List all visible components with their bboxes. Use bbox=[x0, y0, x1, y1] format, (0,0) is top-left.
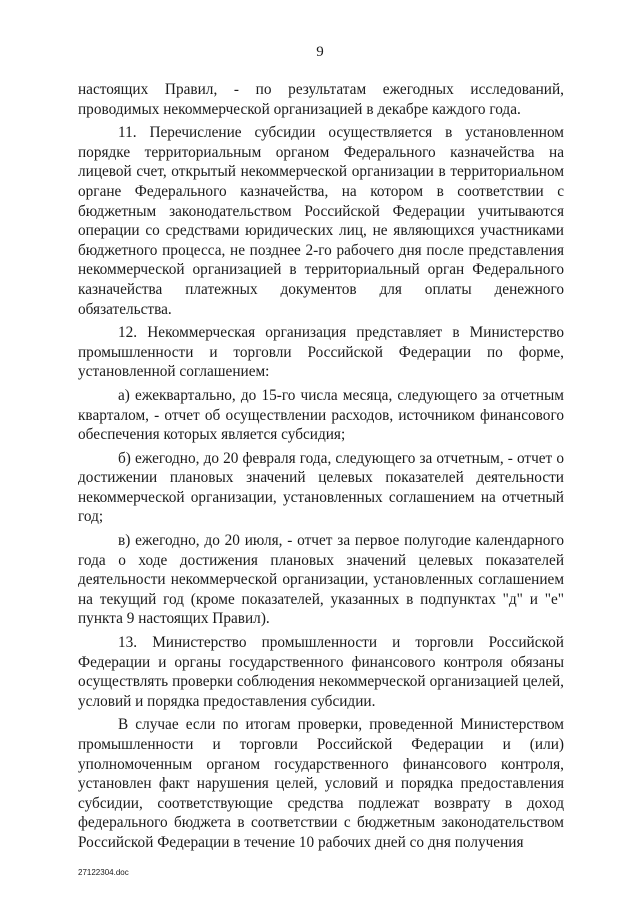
paragraph-12-a: а) ежеквартально, до 15-го числа месяца, следующего за отчетным кварталом, - отчет об осуществлении расходов, источником финансового обеспечения которых является субсидия; bbox=[78, 386, 564, 444]
paragraph-12-b: б) ежегодно, до 20 февраля года, следующего за отчетным, - отчет о достижении плановых значений целевых показателей деятельности некоммерческой организации, установленных соглашением на отчетный год; bbox=[78, 449, 564, 526]
paragraph-12-c: в) ежегодно, до 20 июля, - отчет за первое полугодие календарного года о ходе достижения плановых значений целевых показателей деятельности некоммерческой организации, установленных соглашением на текущий год (кроме показателей, указанных в подпунктах "д" и "е" пункта 9 настоящих Правил). bbox=[78, 532, 564, 628]
paragraph-12: 12. Некоммерческая организация представляет в Министерство промышленности и торговли Российской Федерации по форме, установленной соглашением: bbox=[78, 324, 564, 381]
paragraph-13-cont: В случае если по итогам проверки, проведенной Министерством промышленности и торговли Российской Федерации и (или) уполномоченным органом государственного финансового контроля, установлен факт нарушения целей, условий и порядка предоставления субсидии, соответствующие средства подлежат возврату в доход федерального бюджета в соответствии с бюджетным законодательством Российской Федерации в течение 10 рабочих дней со дня получения bbox=[78, 716, 564, 851]
paragraph-13: 13. Министерство промышленности и торговли Российской Федерации и органы государственного финансового контроля обязаны осуществлять проверки соблюдения некоммерческой организацией целей, условий и порядка предоставления субсидии. bbox=[78, 634, 564, 710]
document-body bbox=[78, 80, 564, 857]
footer-filename: 27122304.doc bbox=[78, 868, 129, 877]
paragraph-continuation: настоящих Правил, - по результатам ежегодных исследований, проводимых некоммерческой организацией в декабре каждого года. bbox=[78, 81, 564, 118]
paragraph-11: 11. Перечисление субсидии осуществляется в установленном порядке территориальным органом Федерального казначейства на лицевой счет, открытый некоммерческой организации в территориальном органе Федерального казначейства, на котором в соответствии с бюджетным законодательством Российской Федерации учитываются операции со средствами юридических лиц, не являющихся участниками бюджетного процесса, не позднее 2-го рабочего дня после представления некоммерческой организацией в территориальный орган Федерального казначейства платежных документов для оплаты денежного обязательства. bbox=[78, 124, 564, 318]
page-number: 9 bbox=[316, 44, 324, 60]
